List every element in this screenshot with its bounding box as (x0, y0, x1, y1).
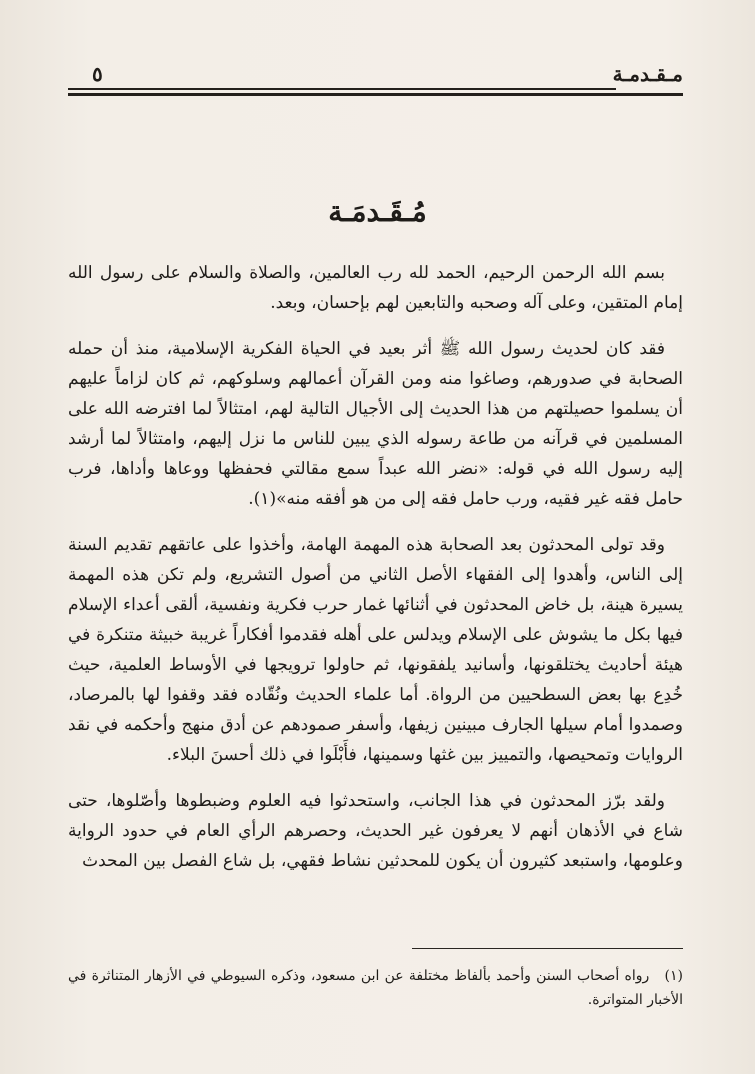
body-text (68, 258, 683, 876)
header-rule-top (68, 88, 616, 90)
paragraph-2: فقد كان لحديث رسول الله ﷺ أثر بعيد في الحياة الفكرية الإسلامية، منذ أن حمله الصحابة في صدورهم، وصاغوا منه ومن القرآن أعمالهم وسلوكهم، ثم كان لزاماً عليهم أن يسلموا حصيلتهم من هذا الحديث إلى الأجيال التالية لهم، امتثالاً لما افترضه الله على المسلمين في قرآنه من طاعة رسوله الذي يبين للناس ما نزل إليهم، وامتثالاً لما أرشد إليه رسول الله في قوله: «نضر الله عبداً سمع مقالتي فحفظها ووعاها وأداها، فرب حامل فقه غير فقيه، ورب حامل فقه إلى من هو أفقه منه»(١). (68, 339, 683, 509)
footnote (68, 964, 683, 1012)
section-heading: مُـقَـدمَـة (328, 195, 427, 228)
footnote-marker: (١) (664, 968, 684, 984)
footnote-text: رواه أصحاب السنن وأحمد بألفاظ مختلفة عن ابن مسعود، وذكره السيوطي في الأزهار المتناثرة في الأخبار المتواترة. (68, 968, 683, 1008)
running-head-title: مـقـدمـة (612, 62, 683, 86)
paragraph-3: وقد تولى المحدثون بعد الصحابة هذه المهمة الهامة، وأخذوا على عاتقهم تقديم السنة إلى الناس، وأهدوا إلى الفقهاء الأصل الثاني من أصول التشريع، ولم تكن هذه المهمة يسيرة هينة، بل خاض المحدثون في أثنائها غمار حرب فكرية ونفسية، ألقى أعداء الإسلام فيها بكل ما يشوش على الإسلام ويدلس على أهله فقدموا أفكاراً غريبة خبيثة متنكرة في هيئة أحاديث يختلقونها، وأسانيد يلفقونها، ثم حاولوا ترويجها في الأوساط العلمية، حيث خُدِع بها بعض السطحيين من الرواة. أما علماء الحديث ونُقّاده فقد وقفوا لها بالمرصاد، وصمدوا أمام سيلها الجارف مبينين زيفها، وأسفر صمودهم عن أدق منهج وأحكمه في نقد الروايات وتمحيصها، والتمييز بين غثها وسمينها، فأَبْلَوا في ذلك أحسنَ البلاء. (68, 535, 683, 765)
header-rule-bottom (68, 93, 683, 96)
paragraph-1: بسم الله الرحمن الرحيم، الحمد لله رب العالمين، والصلاة والسلام على رسول الله إمام المتقين، وعلى آله وصحبه والتابعين لهم بإحسان، وبعد. (68, 263, 683, 313)
footnote-rule (412, 948, 683, 949)
paragraph-4: ولقد برّز المحدثون في هذا الجانب، واستحدثوا فيه العلوم وضبطوها وأصّلوها، حتى شاع في الأذهان أنهم لا يعرفون غير الحديث، وحصرهم الرأي العام في حدود الرواية وعلومها، واستبعد كثيرون أن يكون للمحدثين نشاط فقهي، بل شاع الفصل بين المحدث (68, 791, 683, 871)
page-number: ٥ (92, 62, 103, 86)
header-rule (68, 88, 683, 98)
